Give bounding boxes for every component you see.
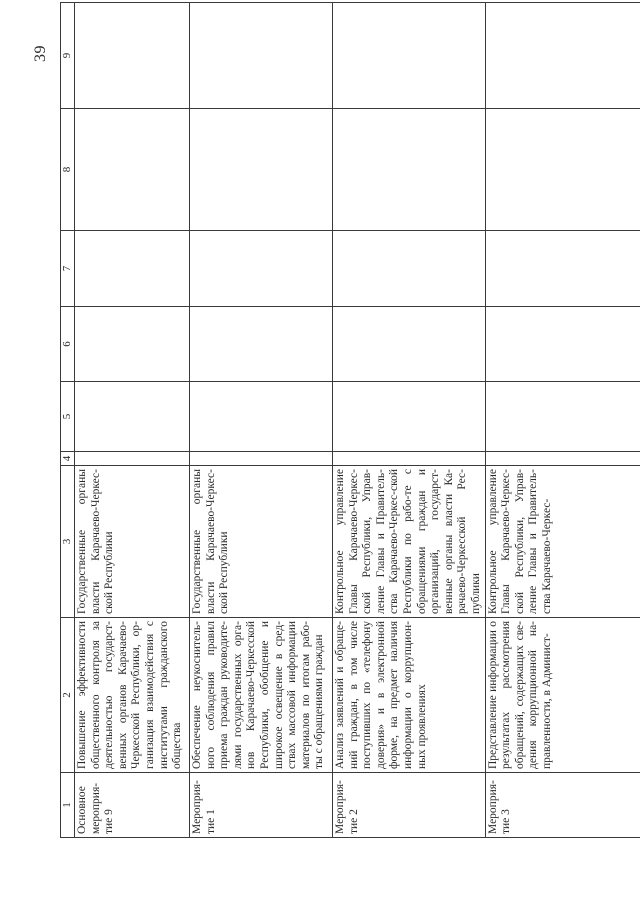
empty-cell	[75, 307, 190, 382]
table-row	[75, 3, 190, 838]
empty-cell	[190, 109, 333, 231]
column-header-8: 8	[61, 109, 75, 231]
empty-cell	[333, 452, 486, 466]
empty-cell	[485, 452, 640, 466]
empty-cell	[190, 3, 333, 109]
empty-cell	[75, 452, 190, 466]
row-type-cell: Мероприя-тие 1	[190, 773, 333, 838]
empty-cell	[333, 307, 486, 382]
measures-table	[60, 2, 640, 838]
table-row	[190, 3, 333, 838]
empty-cell	[75, 231, 190, 307]
row-description-cell: Анализ заявлений и обраще-ний граждан, в том числе поступивших по «телефону доверия» и в электронной форме, на предмет наличия информации о коррупцион-ных проявлениях	[333, 618, 486, 773]
column-header-6: 6	[61, 307, 75, 382]
column-header-1: 1	[61, 773, 75, 838]
empty-cell	[190, 231, 333, 307]
empty-cell	[75, 382, 190, 452]
column-header-9: 9	[61, 3, 75, 109]
column-header-3: 3	[61, 466, 75, 618]
empty-cell	[190, 452, 333, 466]
row-description-cell: Представление информации о результатах рассмотрения обращений, содержащих све-дения коррупционной на-правленности, в Админист-	[485, 618, 640, 773]
empty-cell	[485, 3, 640, 109]
empty-cell	[75, 109, 190, 231]
column-header-2: 2	[61, 618, 75, 773]
empty-cell	[485, 231, 640, 307]
row-description-cell: Обеспечение неукоснитель-ного соблюдения правил приема граждан руководите-лями государственных орга-нов Карачаево-Черкесской Республики, обобщение и широкое освещение в сред-ствах массовой информации материалов по итогам рабо-ты с обращениями граждан	[190, 618, 333, 773]
row-executor-cell: Государственные органы власти Карачаево-Черкес-ской Республики	[75, 466, 190, 618]
empty-cell	[485, 109, 640, 231]
column-header-7: 7	[61, 231, 75, 307]
table-header-row	[61, 3, 75, 838]
column-header-5: 5	[61, 382, 75, 452]
table-row	[333, 3, 486, 838]
empty-cell	[333, 109, 486, 231]
row-executor-cell: Государственные органы власти Карачаево-Черкес-ской Республики	[190, 466, 333, 618]
empty-cell	[190, 307, 333, 382]
row-executor-cell: Контрольное управление Главы Карачаево-Черкес-ской Республики, Управ-ление Главы и Правитель-ства Карачаево-Черкес-	[485, 466, 640, 618]
empty-cell	[190, 382, 333, 452]
row-type-cell: Основное мероприя-тие 9	[75, 773, 190, 838]
row-type-cell: Мероприя-тие 3	[485, 773, 640, 838]
empty-cell	[485, 382, 640, 452]
empty-cell	[75, 3, 190, 109]
table-row	[485, 3, 640, 838]
column-header-4: 4	[61, 452, 75, 466]
page-number: 39	[32, 45, 49, 62]
row-type-cell: Мероприя-тие 2	[333, 773, 486, 838]
empty-cell	[333, 231, 486, 307]
row-executor-cell: Контрольное управление Главы Карачаево-Черкес-ской Республики, Управ-ление Главы и Правитель-ства Карачаево-Черкес-ской Республики по рабо-те с обращениями граждан и организаций, государст-венные органы власти Ка-рачаево-Черкесской Рес-публики	[333, 466, 486, 618]
empty-cell	[333, 382, 486, 452]
empty-cell	[485, 307, 640, 382]
row-description-cell: Повышение эффективности общественного контроля за деятельностью государст-венных органов Карачаево-Черкесской Республики, ор-ганизация взаимодействия с институтами гражданского общества	[75, 618, 190, 773]
empty-cell	[333, 3, 486, 109]
